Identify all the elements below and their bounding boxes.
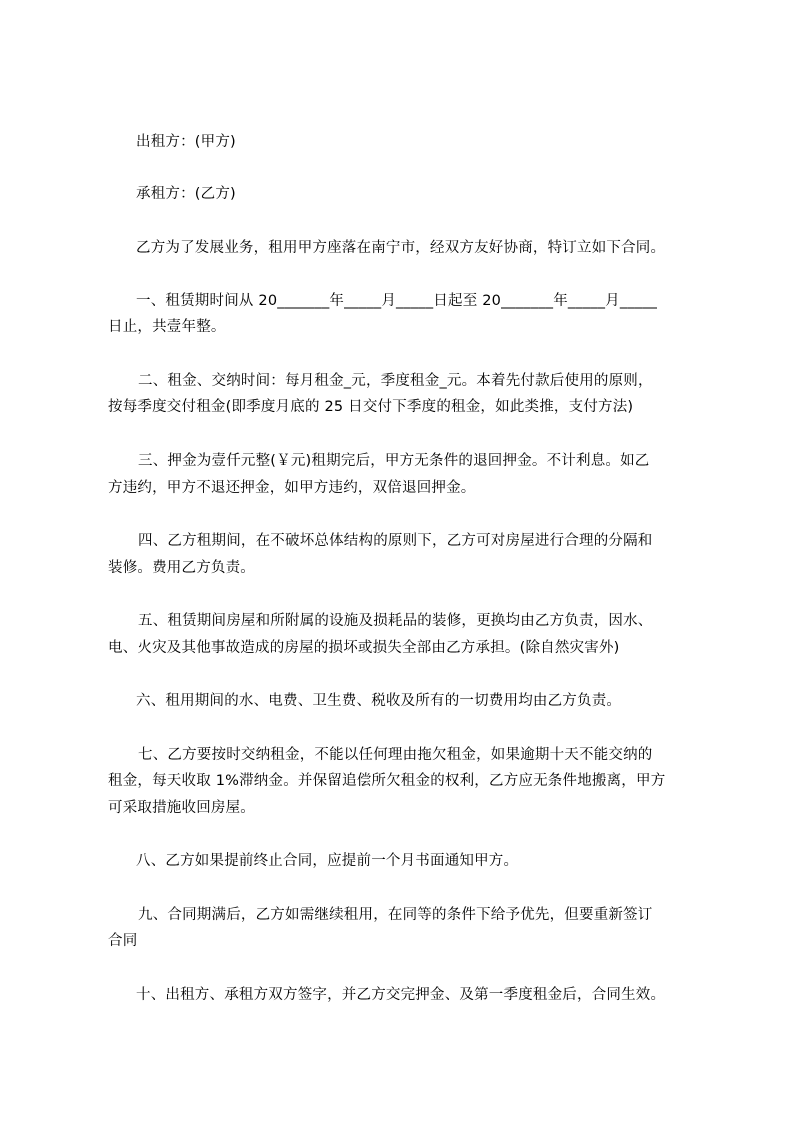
clause-3-line-2: 方违约，甲方不退还押金，如甲方违约，双倍退回押金。 xyxy=(108,480,476,496)
preamble-line: 乙方为了发展业务，租用甲方座落在南宁市，经双方友好协商，特订立如下合同。 xyxy=(136,240,666,256)
clause-5-line-2: 电、火灾及其他事故造成的房屋的损坏或损失全部由乙方承担。(除自然灾害外) xyxy=(108,640,620,656)
clause-10-line-1: 十、出租方、承租方双方签字，并乙方交完押金、及第一季度租金后，合同生效。 xyxy=(136,987,666,1003)
clause-7-line-2: 租金，每天收取 1%滞纳金。并保留追偿所欠租金的权利，乙方应无条件地搬离，甲方 xyxy=(108,773,666,789)
lessee-line: 承租方：(乙方) xyxy=(136,186,236,202)
clause-3-line-1: 三、押金为壹仟元整(￥元)租期完后，甲方无条件的退回押金。不计利息。如乙 xyxy=(138,453,650,469)
clause-9-line-1: 九、合同期满后，乙方如需继续租用，在同等的条件下给予优先，但要重新签订 xyxy=(138,907,653,923)
clause-6-line-1: 六、租用期间的水、电费、卫生费、税收及所有的一切费用均由乙方负责。 xyxy=(136,693,622,709)
clause-4-line-2: 装修。费用乙方负责。 xyxy=(108,560,255,576)
clause-2-line-2: 按每季度交付租金(即季度月底的 25 日交付下季度的租金，如此类推，支付方法) xyxy=(108,399,634,415)
clause-9-line-2: 合同 xyxy=(108,933,138,949)
clause-7-line-3: 可采取措施收回房屋。 xyxy=(108,800,255,816)
clause-7-line-1: 七、乙方要按时交纳租金，不能以任何理由拖欠租金，如果逾期十天不能交纳的 xyxy=(138,747,653,763)
clause-8-line-1: 八、乙方如果提前终止合同，应提前一个月书面通知甲方。 xyxy=(136,853,519,869)
clause-4-line-1: 四、乙方租期间，在不破坏总体结构的原则下，乙方可对房屋进行合理的分隔和 xyxy=(138,533,653,549)
clause-1-line-2: 日止，共壹年整。 xyxy=(108,319,226,335)
clause-5-line-1: 五、租赁期间房屋和所附属的设施及损耗品的装修，更换均由乙方负责，因水、 xyxy=(138,613,653,629)
clause-2-line-1: 二、租金、交纳时间：每月租金_元，季度租金_元。本着先付款后使用的原则， xyxy=(138,373,653,389)
lessor-line: 出租方：(甲方) xyxy=(136,134,236,150)
clause-1-line-1: 一、租赁期时间从 20_______年_____月_____日起至 20_______年_____月_____ xyxy=(136,293,658,309)
